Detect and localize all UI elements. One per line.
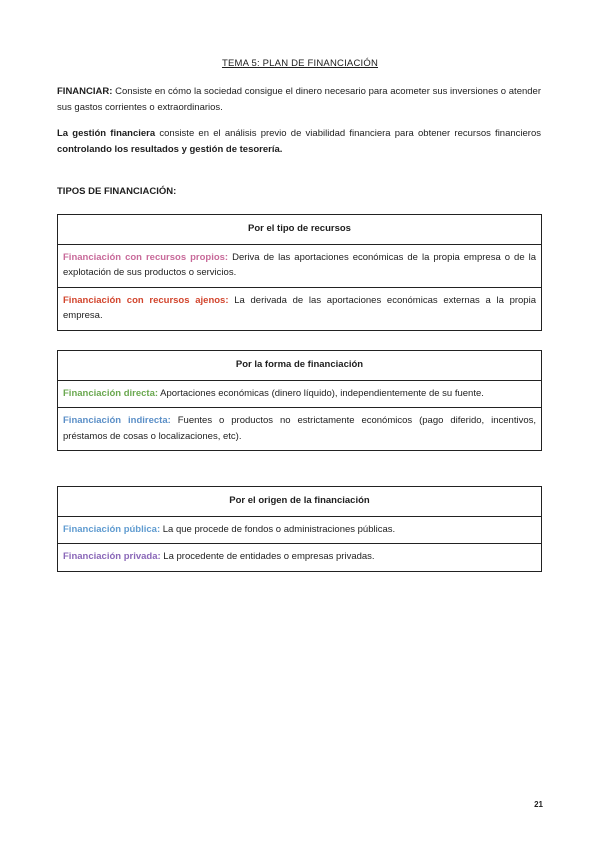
table-row <box>58 244 542 287</box>
gestion-financiera-text: consiste en el análisis previo de viabilidad financiera para obtener recursos financieros <box>155 128 542 139</box>
row-term: Financiación indirecta: <box>63 415 171 426</box>
row-text: La derivada de las aportaciones económicas externas a la propia empresa. <box>63 294 536 321</box>
row-text: La que procede de fondos o administraciones públicas. <box>160 523 396 535</box>
gestion-financiera-definition <box>57 126 541 158</box>
table-cell <box>58 544 542 572</box>
gestion-financiera-term: La gestión financiera <box>57 128 156 139</box>
table-cell <box>58 287 542 330</box>
row-term: Financiación directa: <box>63 387 159 399</box>
table-header: Por el tipo de recursos <box>58 215 542 245</box>
table-origen-financiacion <box>57 486 542 572</box>
table-row <box>58 516 542 544</box>
row-text: La procedente de entidades o empresas privadas. <box>160 551 375 562</box>
table-row <box>58 408 542 451</box>
table-header: Por el origen de la financiación <box>58 487 542 517</box>
table-row <box>58 287 542 330</box>
financiar-text: Consiste en cómo la sociedad consigue el dinero necesario para acometer sus inversiones o atender sus gastos corrientes o extraordinarios. <box>57 86 541 113</box>
table-tipo-recursos <box>57 214 542 331</box>
table-cell <box>58 380 542 408</box>
table-cell <box>58 244 542 287</box>
page-number: 21 <box>534 800 543 809</box>
row-term: Financiación con recursos propios: <box>63 251 229 263</box>
row-term: Financiación con recursos ajenos: <box>63 294 229 306</box>
financiar-term: FINANCIAR: <box>57 86 113 97</box>
row-term: Financiación privada: <box>63 551 161 562</box>
page-title: TEMA 5: PLAN DE FINANCIACIÓN <box>221 58 379 69</box>
table-header: Por la forma de financiación <box>58 351 542 381</box>
gestion-financiera-bold-end: controlando los resultados y gestión de tesorería. <box>57 144 283 155</box>
row-text: Aportaciones económicas (dinero líquido), independientemente de su fuente. <box>158 387 484 399</box>
row-text: Deriva de las aportaciones económicas de la propia empresa o de la explotación de sus productos o servicios. <box>63 251 536 278</box>
table-cell <box>58 408 542 451</box>
financiar-definition <box>57 84 541 116</box>
section-heading: TIPOS DE FINANCIACIÓN: <box>57 186 177 197</box>
table-row <box>58 544 542 572</box>
row-term: Financiación pública: <box>63 523 161 535</box>
table-forma-financiacion <box>57 350 542 451</box>
table-row <box>58 380 542 408</box>
row-text: Fuentes o productos no estrictamente económicos (pago diferido, incentivos, préstamos de cosas o localizaciones, etc). <box>63 415 536 442</box>
table-cell <box>58 516 542 544</box>
